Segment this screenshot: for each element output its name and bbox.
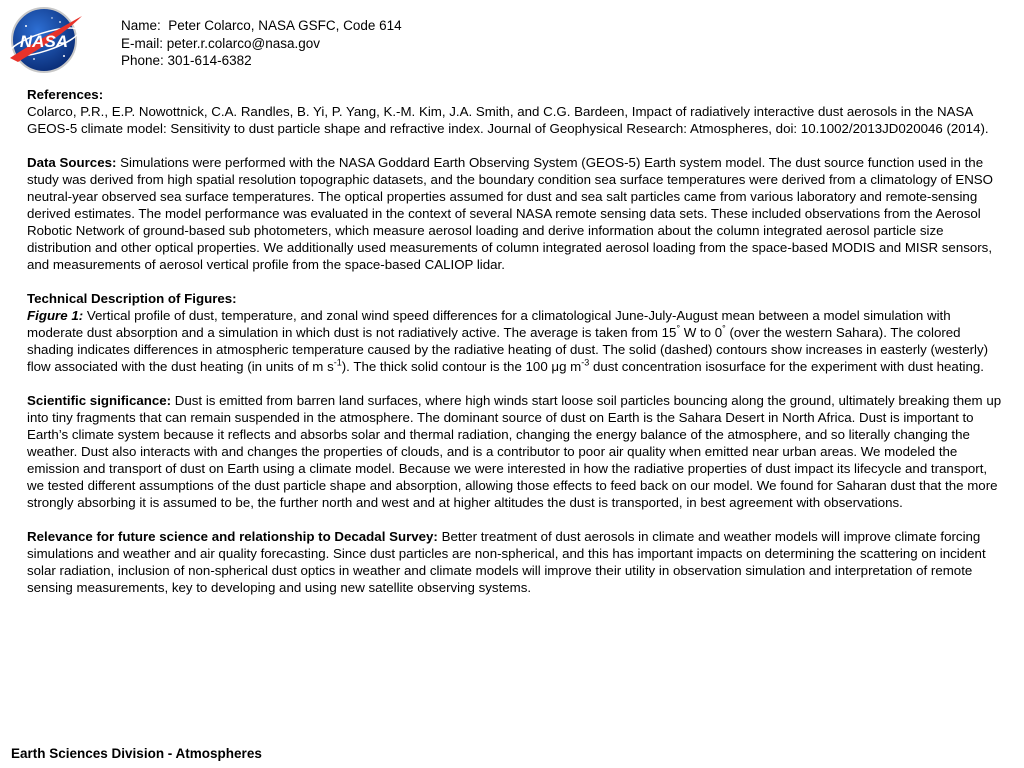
significance-section [27, 392, 1002, 511]
contact-block [121, 17, 402, 70]
references-text: Colarco, P.R., E.P. Nowottnick, C.A. Randles, B. Yi, P. Yang, K.-M. Kim, J.A. Smith, and C.G. Bardeen, Impact of radiatively interactive dust aerosols in the NASA GEOS-5 climate model: Sensitivity to dust particle shape and refractive index. Journal of Geophysical Research: Atmospheres, doi: 10.1002/2013JD020046 (2014). [27, 104, 989, 136]
data-sources-text: Simulations were performed with the NASA Goddard Earth Observing System (GEOS-5) Earth system model. The dust source function used in the study was derived from high spatial resolution topographic datasets, and the boundary condition sea surface temperatures were derived from a climatology of ENSO neutral-year observed sea surface temperatures. The optical properties assumed for dust and sea salt particles came from various laboratory and remote-sensing derived estimates. The model performance was evaluated in the context of several NASA remote sensing data sets. These included observations from the Aerosol Robotic Network of ground-based sub photometers, which measure aerosol loading and derive information about the column integrated aerosol particle size distribution and other optical properties. We additionally used measurements of column integrated aerosol loading from the space-based MODIS and MISR sensors, and measurements of aerosol vertical profile from the space-based CALIOP lidar. [27, 155, 994, 272]
relevance-heading: Relevance for future science and relationship to Decadal Survey: [27, 529, 438, 544]
technical-heading: Technical Description of Figures: [27, 291, 237, 306]
degree-symbol-1: ° [676, 323, 681, 334]
nasa-meatball-icon [4, 4, 86, 74]
technical-text-a: Vertical profile of dust, temperature, and zonal wind speed differences for a climatological June-July-August mean between a model simulation with moderate dust absorption and a simulation in which dust is not radiatively active. The average is taken from 15 [27, 308, 951, 340]
technical-text-d: ). The thick solid contour is the 100 μg m [341, 359, 582, 374]
significance-text: Dust is emitted from barren land surfaces, where high winds start loose soil particles bouncing along the ground, ultimately breaking them up into tiny fragments that can remain suspended in the atmosphere. The dominant source of dust on Earth is the Sahara Desert in North Africa. Dust is important to Earth’s climate system because it reflects and absorbs solar and thermal radiation, changing the energy balance of the atmosphere, and so literally changing the weather. Dust also interacts with and changes the properties of clouds, and is a contributor to poor air quality when emitted near urban areas. We modeled the emission and transport of dust on Earth using a climate model. Because we were interested in how the radiative properties of dust impact its lifecycle and transport, we tested different assumptions of the dust particle shape and absorption, allowing those effects to feed back on our model. We found for Saharan dust that the more strongly absorbing it is assumed to be, the further north and west and at higher altitudes the dust is transported, in best agreement with observations. [27, 393, 1002, 510]
data-sources-section [27, 154, 1002, 273]
degree-symbol-2: ° [722, 323, 726, 334]
significance-heading: Scientific significance: [27, 393, 172, 408]
figure-label: Figure 1: [27, 308, 84, 323]
data-sources-heading: Data Sources: [27, 155, 117, 170]
contact-phone: Phone: 301-614-6382 [121, 53, 252, 68]
relevance-section [27, 528, 1002, 596]
relevance-text: Better treatment of dust aerosols in climate and weather models will improve climate forcing simulations and weather and air quality forecasting. Since dust particles are non-spherical, and this has important impacts on determining the scattering on incident solar radiation, inclusion of non-spherical dust optics in weather and climate models will improve their utility in observation simulation and interpretation of remote sensing measurements, key to developing and using new satellite observing systems. [27, 529, 986, 595]
references-heading: References: [27, 87, 104, 102]
contact-name: Name: Peter Colarco, NASA GSFC, Code 614 [121, 18, 402, 33]
nasa-logo-text: NASA [19, 32, 69, 51]
document-body [27, 86, 1002, 613]
contact-email: E-mail: peter.r.colarco@nasa.gov [121, 35, 321, 51]
superscript-1: -1 [333, 357, 342, 368]
superscript-2: -3 [581, 357, 590, 368]
technical-text-e: dust concentration isosurface for the experiment with dust heating. [589, 359, 984, 374]
footer-division: Earth Sciences Division - Atmospheres [11, 746, 262, 761]
nasa-logo [4, 4, 86, 74]
technical-text-c: (over the western Sahara). The colored shading indicates differences in atmospheric temperature caused by the radiative heating of dust. The solid (dashed) contours show increases in easterly (westerly) flow associated with the dust heating (in units of m s [27, 325, 989, 374]
technical-text-b: W to 0 [680, 325, 723, 340]
references-section [27, 86, 1002, 137]
technical-section [27, 290, 1002, 375]
